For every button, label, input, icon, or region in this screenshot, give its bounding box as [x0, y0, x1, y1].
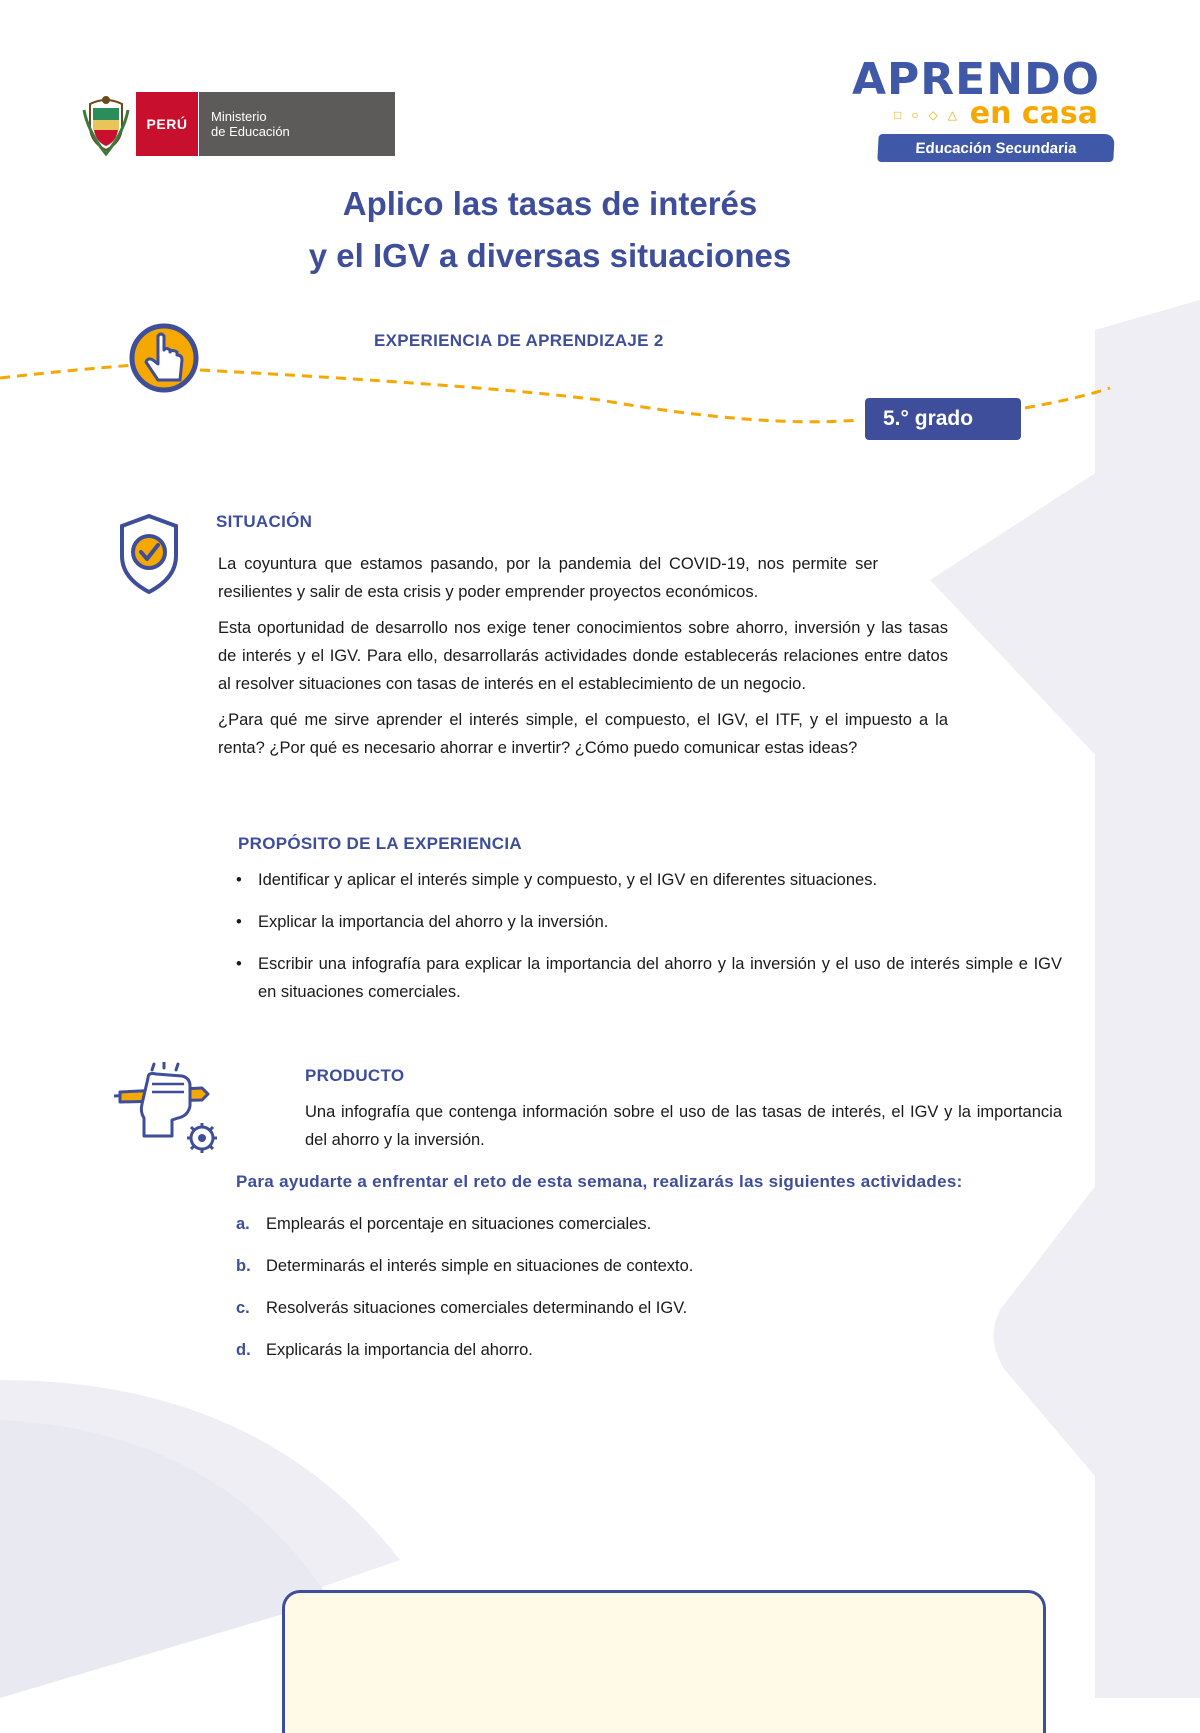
situation-paragraph-3: ¿Para qué me sirve aprender el interés simple, el compuesto, el IGV, el ITF, y el impuesto a la renta? ¿Por qué es necesario ahorrar e invertir? ¿Cómo puedo comunicar estas ideas?	[218, 711, 948, 757]
activity-text: Explicarás la importancia del ahorro.	[266, 1341, 533, 1359]
peru-label: PERÚ	[136, 92, 198, 156]
ministry-line-1: Ministerio	[211, 109, 267, 124]
activity-letter: a.	[236, 1215, 250, 1233]
situation-paragraph-1: La coyuntura que estamos pasando, por la pandemia del COVID-19, nos permite ser resilientes y salir de esta crisis y poder emprender proyectos económicos.	[218, 555, 878, 601]
hand-pencil-gear-icon	[112, 1062, 220, 1154]
activities-intro: Para ayudarte a enfrentar el reto de esta semana, realizarás las siguientes actividades:	[236, 1172, 963, 1191]
title-line-1: Aplico las tasas de interés	[342, 185, 758, 222]
activity-text: Emplearás el porcentaje en situaciones comerciales.	[266, 1215, 652, 1233]
purpose-heading: PROPÓSITO DE LA EXPERIENCIA	[238, 834, 522, 853]
shield-check-icon	[118, 512, 180, 596]
activity-letter: b.	[236, 1257, 251, 1275]
brand-dots: □○◇△	[894, 108, 967, 122]
bottom-callout-box	[282, 1590, 1046, 1733]
activity-item	[236, 1252, 693, 1280]
brand-line-2: en casa	[969, 96, 1098, 131]
hand-pointer-icon	[128, 322, 200, 394]
purpose-item: • Escribir una infografía para explicar la importancia del ahorro y la inversión y el uso de interés simple e IGV en situaciones comerciales.	[236, 950, 1062, 1006]
activity-text: Resolverás situaciones comerciales determinando el IGV.	[266, 1299, 688, 1317]
activity-text: Determinarás el interés simple en situaciones de contexto.	[266, 1257, 694, 1275]
shield-crest-icon	[82, 92, 130, 156]
product-text: Una infografía que contenga información sobre el uso de las tasas de interés, el IGV y la importancia del ahorro y la inversión.	[305, 1103, 1062, 1149]
purpose-list	[236, 866, 1062, 1020]
title-line-2: y el IGV a diversas situaciones	[308, 237, 792, 274]
ministry-name	[198, 92, 395, 156]
situation-text	[218, 550, 948, 770]
activity-letter: d.	[236, 1341, 251, 1359]
purpose-item: • Explicar la importancia del ahorro y la inversión.	[236, 908, 1062, 936]
activity-item	[236, 1336, 693, 1364]
situation-paragraph-2: Esta oportunidad de desarrollo nos exige tener conocimientos sobre ahorro, inversión y las tasas de interés y el IGV. Para ello, desarrollarás actividades donde establecerás relaciones entre datos al resolver situaciones con tasas de interés en el establecimiento de un negocio.	[218, 619, 948, 693]
aprendo-en-casa-logo	[852, 54, 1114, 164]
grade-badge: 5.° grado	[865, 398, 1021, 440]
activity-item	[236, 1294, 693, 1322]
page-title	[200, 178, 900, 282]
brand-subtitle: Educación Secundaria	[877, 134, 1114, 162]
product-heading: PRODUCTO	[305, 1066, 405, 1085]
ministry-logo	[82, 92, 395, 156]
activity-letter: c.	[236, 1299, 250, 1317]
situation-heading: SITUACIÓN	[216, 512, 313, 531]
experience-label: EXPERIENCIA DE APRENDIZAJE 2	[374, 331, 664, 350]
ministry-line-2: de Educación	[211, 124, 290, 139]
brand-line-1: APRENDO	[852, 54, 1100, 105]
activities-list	[236, 1210, 693, 1378]
purpose-item: • Identificar y aplicar el interés simple y compuesto, y el IGV en diferentes situaciones.	[236, 866, 1062, 894]
activity-item	[236, 1210, 693, 1238]
